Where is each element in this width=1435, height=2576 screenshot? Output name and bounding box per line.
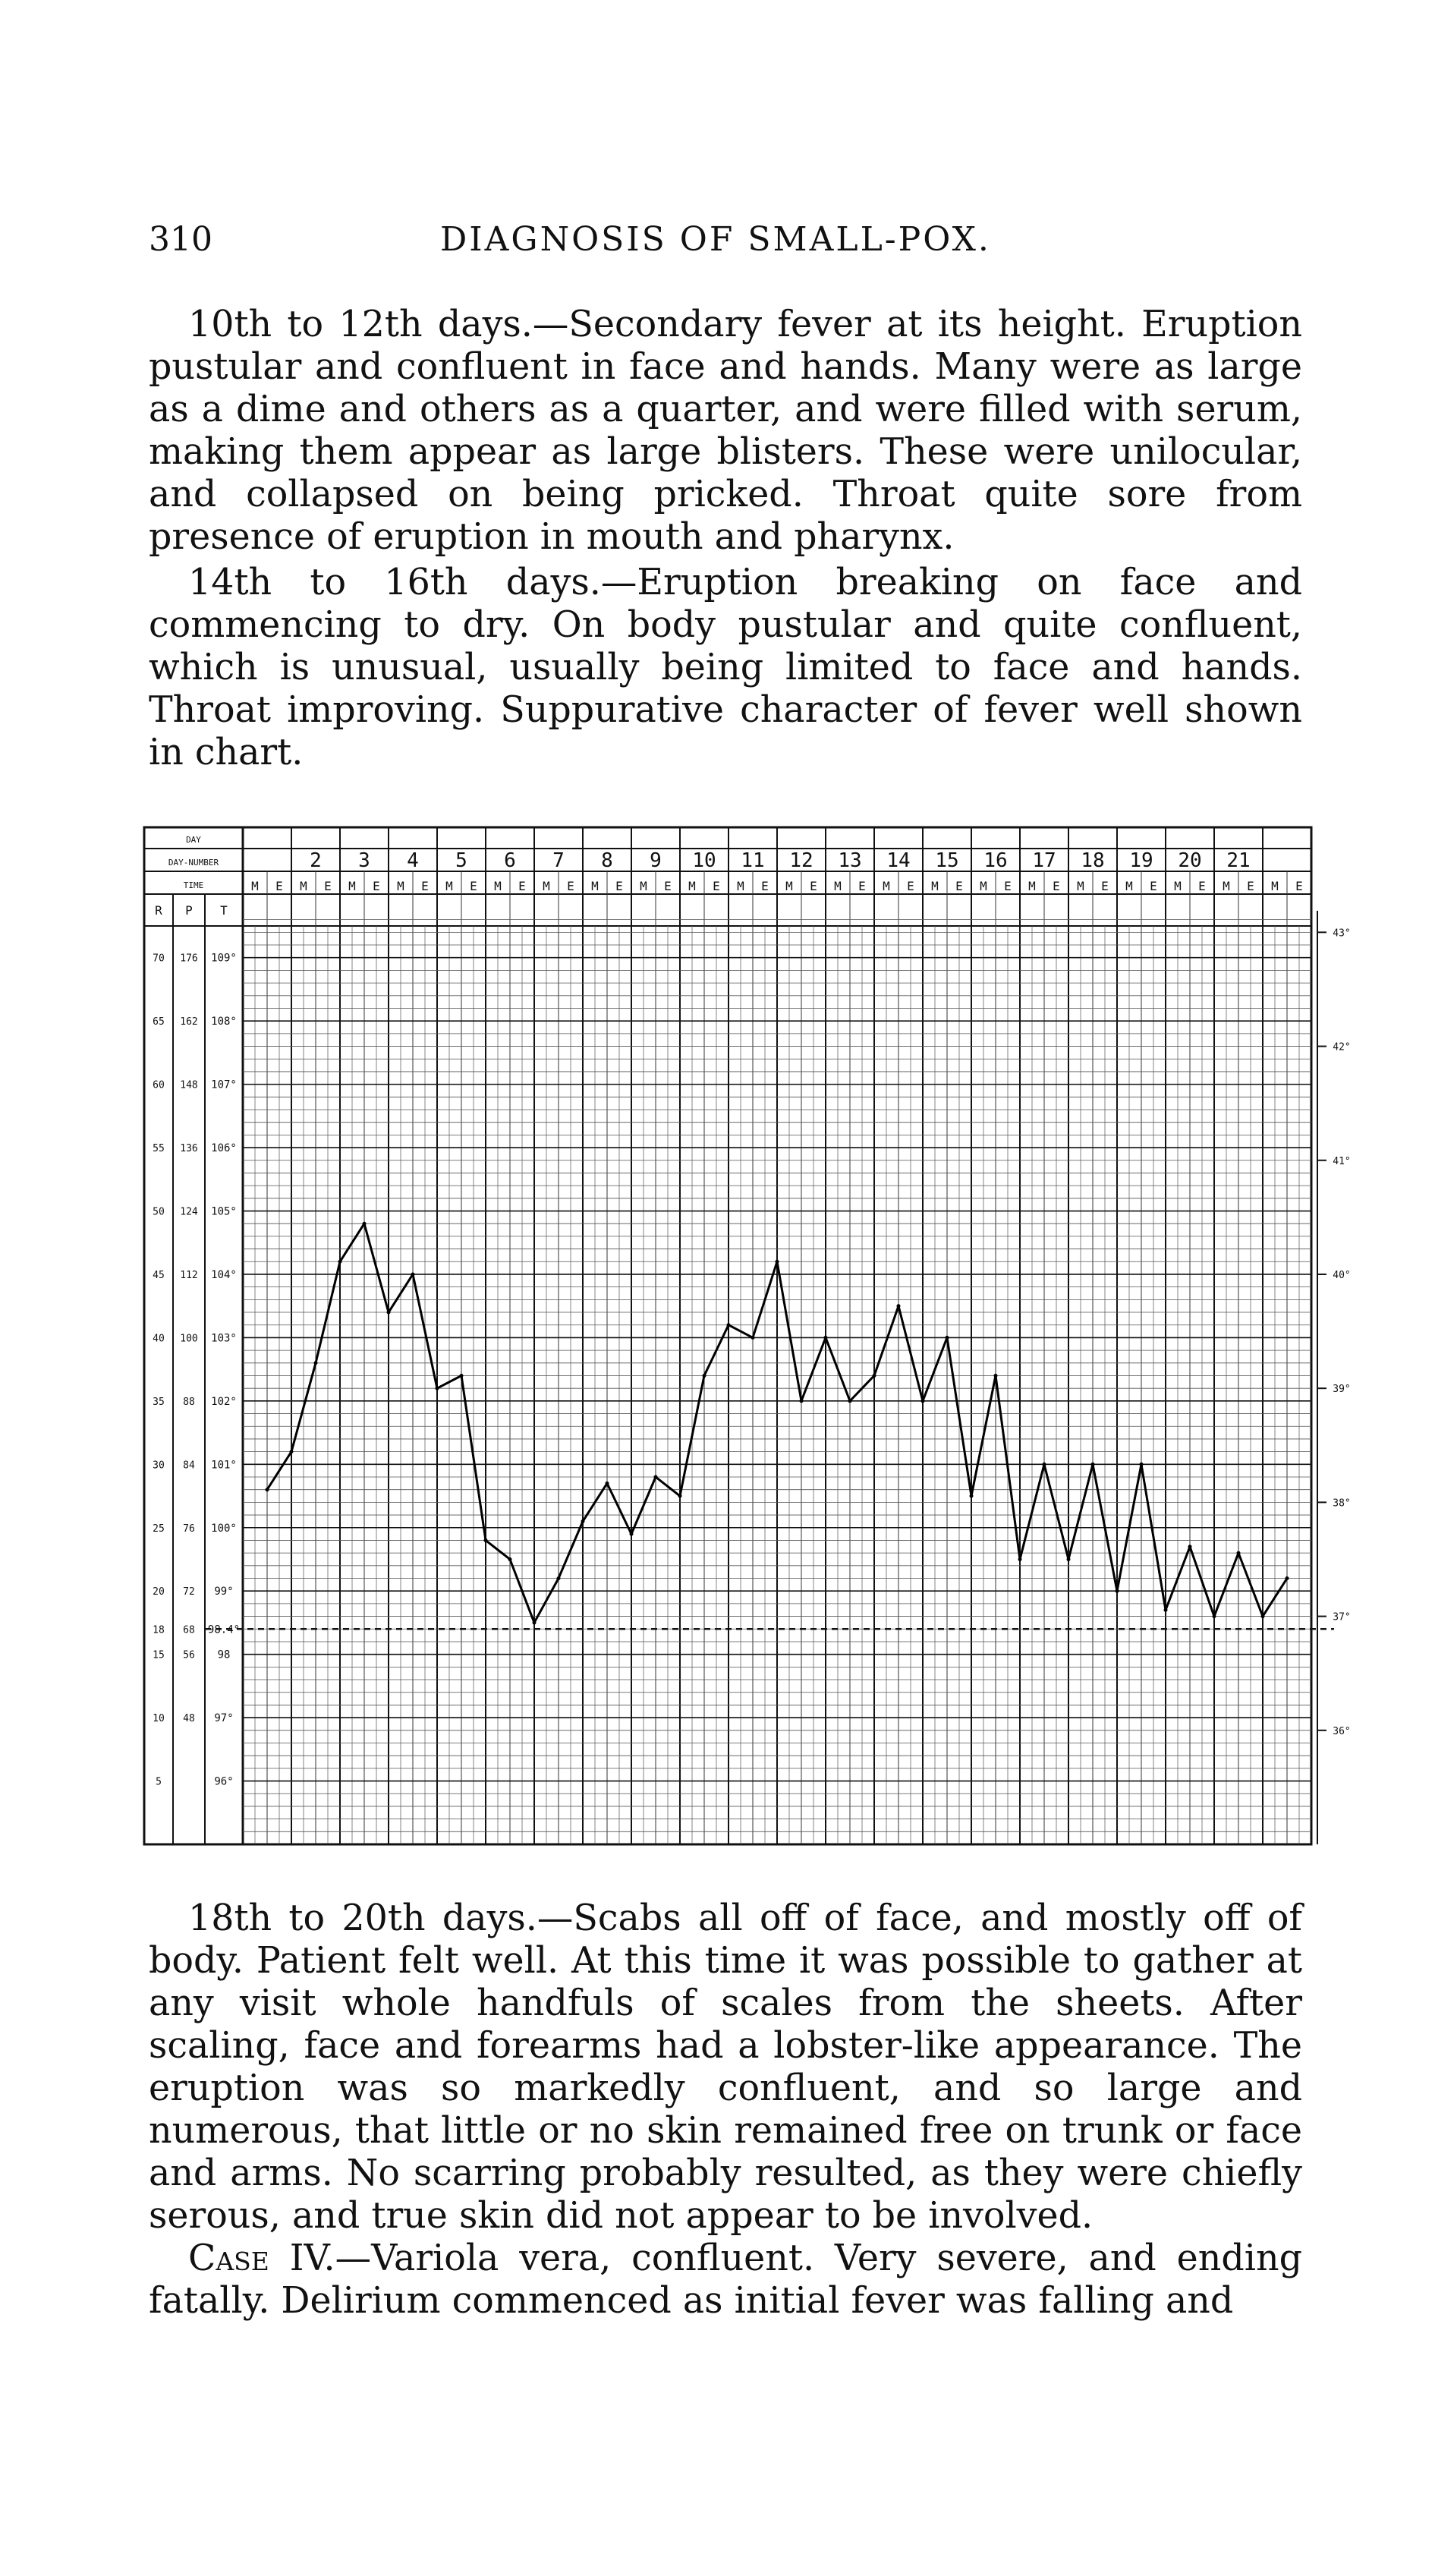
pulse-scale-label: 84 (183, 1460, 195, 1472)
temperature-point (508, 1557, 512, 1561)
day-number-label: 14 (886, 849, 911, 872)
fahrenheit-scale-label: 97° (214, 1712, 234, 1725)
temperature-point (873, 1374, 876, 1378)
paragraph-case-iv (149, 2237, 1302, 2322)
temperature-point (970, 1494, 974, 1498)
temperature-point (848, 1399, 852, 1403)
time-label-evening: E (955, 879, 963, 893)
respiration-scale-label: 20 (153, 1586, 165, 1598)
day-number-label: 11 (741, 849, 765, 872)
day-number-label: 17 (1032, 849, 1056, 872)
fahrenheit-scale-label: 105° (211, 1205, 237, 1218)
pulse-scale-label: 56 (183, 1649, 195, 1661)
fahrenheit-scale-label: 98 (217, 1649, 231, 1661)
time-label-evening: E (567, 879, 574, 893)
fahrenheit-scale-label: 107° (211, 1079, 237, 1091)
column-head-label: T (220, 903, 228, 918)
day-number-label: 21 (1226, 849, 1251, 872)
fahrenheit-scale-label: 106° (211, 1142, 237, 1155)
celsius-scale-label: 41° (1333, 1155, 1351, 1167)
pulse-scale-label: 100 (180, 1333, 198, 1345)
respiration-scale-label: 60 (153, 1079, 165, 1091)
column-head-label: P (185, 903, 193, 918)
temperature-point (776, 1260, 779, 1264)
pulse-scale-label: 176 (180, 953, 198, 965)
time-label-evening: E (713, 879, 720, 893)
time-label-morning: M (591, 879, 599, 893)
temperature-point (1188, 1545, 1192, 1548)
temperature-chart-svg (144, 812, 1351, 1860)
temperature-point (703, 1374, 706, 1378)
temperature-point (363, 1222, 367, 1226)
temperature-point (606, 1482, 609, 1485)
time-label-evening: E (421, 879, 429, 893)
day-number-label: 20 (1178, 849, 1202, 872)
fahrenheit-scale-label: 96° (214, 1775, 234, 1788)
fahrenheit-scale-label: 99° (214, 1586, 234, 1598)
time-label-morning: M (300, 879, 307, 893)
chart-labels (153, 835, 1351, 1788)
time-label-evening: E (1101, 879, 1109, 893)
day-number-label: 4 (407, 849, 419, 872)
temperature-point (581, 1519, 585, 1523)
time-label-morning: M (737, 879, 744, 893)
time-label-morning: M (785, 879, 793, 893)
temperature-point (533, 1620, 537, 1624)
day-number-label: 16 (983, 849, 1008, 872)
day-number-label: 12 (789, 849, 813, 872)
respiration-scale-label: 30 (153, 1460, 165, 1472)
time-label-evening: E (275, 879, 283, 893)
column-head-label: R (155, 903, 162, 918)
temperature-point (1043, 1463, 1046, 1466)
fahrenheit-scale-label: 109° (211, 952, 237, 965)
pulse-scale-label: 148 (180, 1079, 198, 1091)
paragraph-days-10-12: 10th to 12th days.—Secondary fever at its height. Eruption pustular and confluent in face and hands. Many were as large as a dime and others as a quarter, and were filled with serum, making them appear as large blisters. These were unilocular, and collapsed on being pricked. Throat quite sore from presence of eruption in mouth and pharynx. (149, 304, 1302, 558)
time-label-morning: M (445, 879, 453, 893)
fahrenheit-scale-label: 101° (211, 1459, 237, 1472)
respiration-scale-label: 5 (156, 1776, 162, 1788)
day-number-label: 13 (838, 849, 862, 872)
respiration-scale-label: 40 (153, 1333, 165, 1345)
time-label-morning: M (1271, 879, 1279, 893)
temperature-point (921, 1399, 925, 1403)
pulse-scale-label: 136 (180, 1143, 198, 1155)
temperature-point (654, 1475, 658, 1479)
day-number-label: 9 (650, 849, 662, 872)
temperature-chart (144, 812, 1351, 1863)
time-label-morning: M (834, 879, 842, 893)
time-label-morning: M (1028, 879, 1036, 893)
fahrenheit-scale-label: 102° (211, 1395, 237, 1408)
celsius-scale-label: 40° (1333, 1269, 1351, 1281)
temperature-point (1213, 1614, 1216, 1618)
page-number: 310 (149, 220, 212, 259)
temperature-point (1140, 1463, 1144, 1466)
running-head: DIAGNOSIS OF SMALL-POX. (440, 220, 991, 259)
temperature-point (678, 1494, 682, 1498)
respiration-scale-label: 55 (153, 1143, 165, 1155)
temperature-point (1018, 1557, 1022, 1561)
day-number-label: 7 (552, 849, 565, 872)
time-label-evening: E (664, 879, 672, 893)
time-label-evening: E (1150, 879, 1157, 893)
fahrenheit-scale-label: 100° (211, 1522, 237, 1535)
temperature-point (1286, 1576, 1289, 1580)
respiration-scale-label: 10 (153, 1713, 165, 1725)
celsius-scale-label: 42° (1333, 1041, 1351, 1053)
time-label-evening: E (518, 879, 526, 893)
day-number-label: 18 (1081, 849, 1105, 872)
respiration-scale-label: 65 (153, 1016, 165, 1028)
time-label-morning: M (931, 879, 939, 893)
time-label-morning: M (688, 879, 696, 893)
respiration-scale-label: 15 (153, 1649, 165, 1661)
respiration-scale-label: 70 (153, 953, 165, 965)
temperature-point (387, 1311, 391, 1315)
time-label-morning: M (640, 879, 647, 893)
time-label-morning: M (883, 879, 890, 893)
fahrenheit-scale-label: 108° (211, 1016, 237, 1028)
pulse-scale-label: 124 (180, 1206, 198, 1218)
fahrenheit-scale-label: 104° (211, 1268, 237, 1281)
celsius-scale-label: 43° (1333, 927, 1351, 940)
celsius-scale-label: 36° (1333, 1725, 1351, 1737)
case-iv-text: —Variola vera, confluent. Very severe, and ending fatally. Delirium commenced as initial fever was falling and (149, 2237, 1302, 2322)
temperature-point (266, 1488, 269, 1491)
temperature-point (338, 1260, 342, 1264)
paragraph-days-18-20: 18th to 20th days.—Scabs all off of face, and mostly off of body. Patient felt well. At this time it was possible to gather at any visit whole handfuls of scales from the sheets. After scaling, face and forearms had a lobster-like appearance. The eruption was so markedly confluent, and so large and numerous, that little or no skin remained free on trunk or face and arms. No scarring probably resulted, as they were chiefly serous, and true skin did not appear to be involved. (149, 1897, 1302, 2237)
pulse-scale-label: 68 (183, 1624, 195, 1636)
respiration-scale-label: 35 (153, 1396, 165, 1408)
respiration-scale-label: 18 (153, 1624, 165, 1636)
temperature-point (751, 1336, 755, 1340)
temperature-point (460, 1374, 464, 1378)
pulse-scale-label: 112 (180, 1269, 198, 1281)
time-label-evening: E (761, 879, 769, 893)
temperature-point (290, 1450, 294, 1453)
pulse-scale-label: 162 (180, 1016, 198, 1028)
time-label-morning: M (251, 879, 259, 893)
celsius-scale-label: 37° (1333, 1611, 1351, 1623)
time-label-evening: E (1198, 879, 1206, 893)
time-label-morning: M (1223, 879, 1230, 893)
temperature-point (436, 1387, 439, 1390)
time-label-morning: M (1174, 879, 1182, 893)
time-label-morning: M (348, 879, 356, 893)
temperature-point (314, 1361, 318, 1365)
case-iv-label: Case IV. (188, 2237, 335, 2279)
temperature-point (484, 1538, 488, 1542)
temperature-point (1237, 1551, 1241, 1555)
time-label-morning: M (494, 879, 502, 893)
day-number-label: 19 (1129, 849, 1153, 872)
time-label-morning: M (397, 879, 404, 893)
time-label-evening: E (324, 879, 332, 893)
pulse-scale-label: 48 (183, 1713, 195, 1725)
pulse-scale-label: 88 (183, 1396, 195, 1408)
day-number-label: 2 (310, 849, 322, 872)
header-day-number-label: DAY-NUMBER (168, 858, 219, 868)
temperature-point (897, 1304, 901, 1308)
time-label-morning: M (980, 879, 987, 893)
temperature-point (557, 1576, 561, 1580)
temperature-point (727, 1323, 731, 1327)
time-label-evening: E (1004, 879, 1012, 893)
celsius-scale-label: 39° (1333, 1384, 1351, 1396)
header-time-label: TIME (183, 880, 204, 890)
day-number-label: 15 (935, 849, 959, 872)
header-day-label: DAY (186, 835, 201, 845)
celsius-scale-label: 38° (1333, 1497, 1351, 1510)
respiration-scale-label: 50 (153, 1206, 165, 1218)
day-number-label: 6 (504, 849, 516, 872)
temperature-point (1261, 1614, 1265, 1618)
time-label-evening: E (1053, 879, 1060, 893)
day-number-label: 8 (601, 849, 613, 872)
time-label-evening: E (373, 879, 380, 893)
day-number-label: 5 (455, 849, 467, 872)
temperature-point (411, 1272, 415, 1276)
fahrenheit-scale-label: 103° (211, 1332, 237, 1345)
time-label-evening: E (907, 879, 914, 893)
temperature-point (800, 1399, 804, 1403)
time-label-morning: M (1125, 879, 1133, 893)
temperature-point (946, 1336, 949, 1340)
respiration-scale-label: 45 (153, 1269, 165, 1281)
temperature-point (1091, 1463, 1095, 1466)
temperature-point (630, 1532, 634, 1536)
day-number-label: 3 (358, 849, 370, 872)
temperature-point (1164, 1608, 1168, 1612)
pulse-scale-label: 76 (183, 1523, 195, 1535)
fahrenheit-scale-label: 98.4° (207, 1623, 241, 1636)
time-label-evening: E (1295, 879, 1303, 893)
paragraph-days-14-16: 14th to 16th days.—Eruption breaking on face and commencing to dry. On body pustular and quite confluent, which is unusual, usually being limited to face and hands. Throat improving. Suppurative character of fever well shown in chart. (149, 562, 1302, 773)
day-number-label: 10 (692, 849, 716, 872)
temperature-point (994, 1374, 998, 1378)
respiration-scale-label: 25 (153, 1523, 165, 1535)
time-label-evening: E (470, 879, 477, 893)
time-label-evening: E (810, 879, 817, 893)
time-label-morning: M (543, 879, 550, 893)
temperature-point (824, 1336, 828, 1340)
temperature-point (1116, 1589, 1119, 1593)
time-label-evening: E (615, 879, 623, 893)
time-label-evening: E (858, 879, 866, 893)
temperature-point (1067, 1557, 1071, 1561)
time-label-morning: M (1077, 879, 1084, 893)
pulse-scale-label: 72 (183, 1586, 195, 1598)
time-label-evening: E (1247, 879, 1254, 893)
